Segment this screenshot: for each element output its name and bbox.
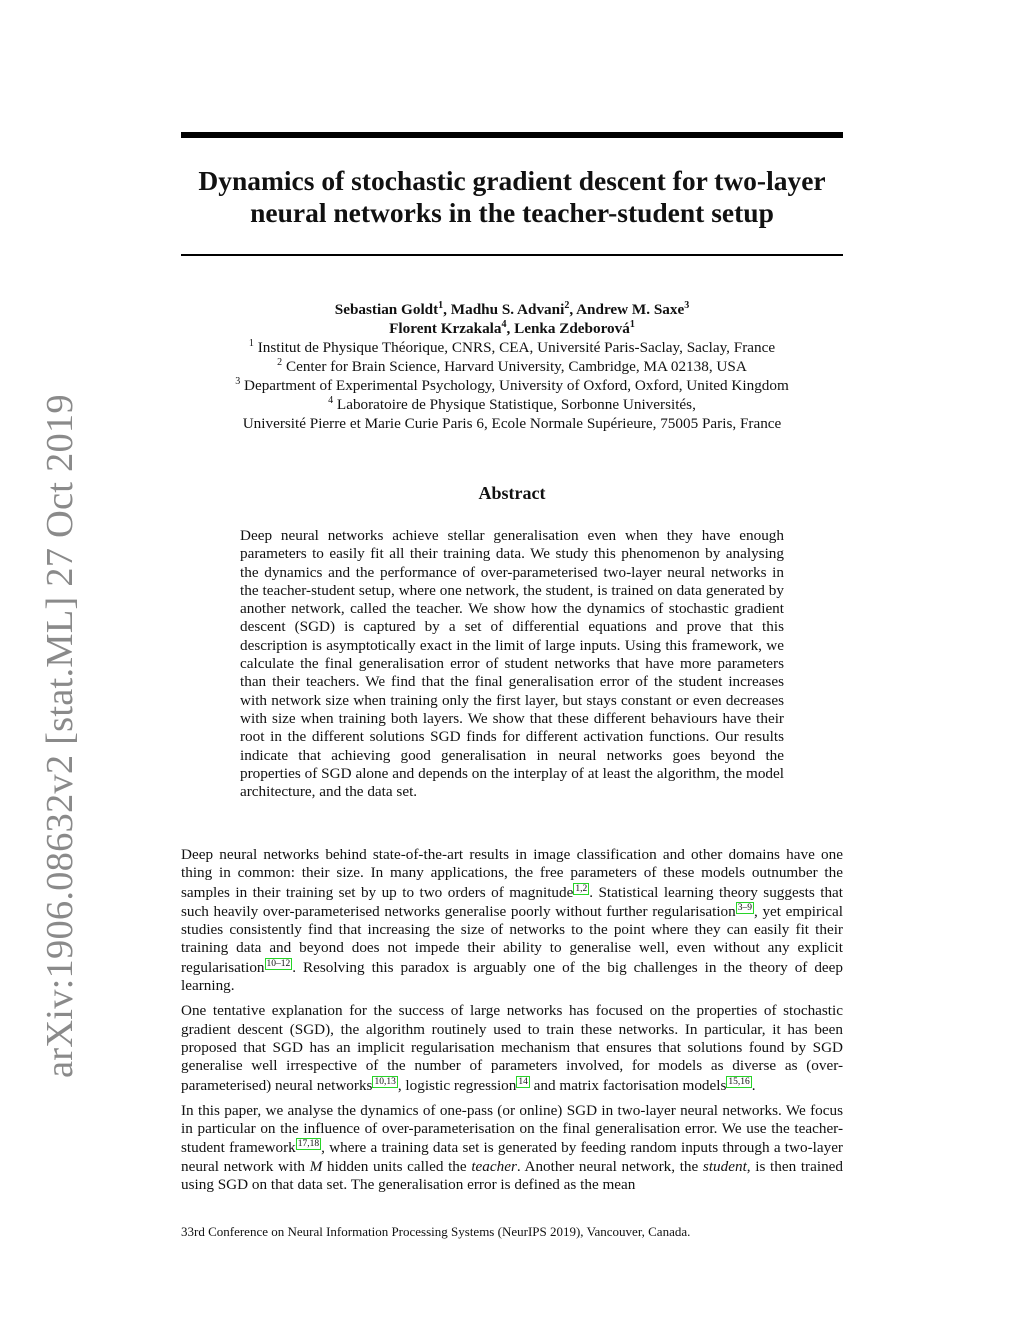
body-paragraph-2 — [181, 1002, 843, 1094]
body-text — [181, 846, 843, 1201]
emphasis-text: student — [702, 1157, 747, 1175]
author-separator: , — [506, 320, 515, 337]
title-line-2: neural networks in the teacher-student setup — [250, 197, 774, 228]
author-affiliation-mark: 1 — [438, 299, 444, 311]
text-run: . Another neural network, the — [516, 1157, 703, 1175]
text-run: and matrix factorisation models — [529, 1076, 727, 1094]
text-run: In this paper, we analyse the dynamics of one-pass (or online) SGD in two-layer neural networks. We focus in particular on the influence of over-parameterisation on the final generalisation error. We use the teacher-student framework — [181, 1101, 843, 1157]
author-name: Sebastian Goldt — [334, 301, 439, 318]
text-run: , logistic regression — [397, 1076, 517, 1094]
affiliation-line — [181, 395, 843, 414]
title-rule-bottom — [181, 254, 843, 256]
citation-link[interactable]: 3–9 — [737, 902, 752, 913]
text-run: , yet empirical studies consistently find that increasing the size of networks to the point where they can easily fit their training data and beyond does not impede their ability to generalise well, even without any explicit regularisation — [181, 902, 843, 976]
text-run: , where a training data set is generated by feeding random inputs through a two-layer neural network with — [181, 1139, 843, 1175]
affiliation-mark: 4 — [328, 394, 334, 406]
affiliation-mark: 3 — [235, 375, 241, 387]
affiliation-text: Institut de Physique Théorique, CNRS, CEA, Université Paris-Saclay, Saclay, France — [253, 339, 776, 356]
affiliation-mark: 1 — [248, 337, 254, 349]
author-affiliation-mark: 3 — [684, 299, 690, 311]
author-name: Madhu S. Advani — [450, 301, 565, 318]
author-affiliation-mark: 1 — [629, 318, 635, 330]
author-affiliation-mark: 4 — [501, 318, 507, 330]
citation-link[interactable]: 10,13 — [374, 1076, 396, 1087]
affiliation-text: Laboratoire de Physique Statistique, Sorbonne Universités, — [333, 396, 696, 413]
affiliation-line — [181, 357, 843, 376]
author-separator: , — [569, 301, 577, 318]
author-block — [181, 300, 843, 433]
arxiv-identifier: arXiv:1906.08632v2 [stat.ML] 27 Oct 2019 — [39, 394, 81, 1078]
author-name: Lenka Zdeborová — [514, 320, 630, 337]
text-run: One tentative explanation for the success of large networks has focused on the properties of stochastic gradient descent (SGD), the algorithm routinely used to train these networks. In particular, it has been proposed that SGD has an implicit regularisation mechanism that ensures that solutions found by SGD generalise well irrespective of the number of parameters involved, for models as diverse as (over-parameterised) neural networks — [181, 1002, 843, 1094]
affiliation-line — [181, 338, 843, 357]
affiliation-mark: 2 — [277, 356, 283, 368]
affiliation-text: Department of Experimental Psychology, University of Oxford, Oxford, United Kingdom — [240, 377, 789, 394]
math-symbol: M — [309, 1157, 323, 1175]
paper-title — [181, 165, 843, 229]
body-paragraph-3 — [181, 1102, 843, 1194]
emphasis-text: teacher — [471, 1157, 517, 1175]
citation-link[interactable]: 14 — [518, 1076, 528, 1087]
author-separator: , — [443, 301, 451, 318]
affiliation-text: Université Pierre et Marie Curie Paris 6, Ecole Normale Supérieure, 75005 Paris, France — [242, 415, 782, 432]
affiliation-line — [181, 414, 843, 433]
conference-footer: 33rd Conference on Neural Information Processing Systems (NeurIPS 2019), Vancouver, Canada. — [181, 1224, 691, 1239]
affiliation-line — [181, 376, 843, 395]
text-run: , is then trained using SGD on that data set. The generalisation error is defined as the mean — [181, 1157, 844, 1194]
author-line-1 — [181, 300, 843, 319]
author-name: Florent Krzakala — [389, 320, 502, 337]
text-run: hidden units called the — [322, 1157, 472, 1175]
affiliation-text: Center for Brain Science, Harvard University, Cambridge, MA 02138, USA — [282, 358, 747, 375]
title-line-1: Dynamics of stochastic gradient descent for two-layer — [198, 165, 826, 196]
author-affiliation-mark: 2 — [564, 299, 570, 311]
abstract-text: Deep neural networks achieve stellar generalisation even when they have enough parameters to easily fit all their training data. We study this phenomenon by analysing the dynamics and the performance of over-parameterised two-layer neural networks in the teacher-student setup, where one network, the student, is trained on data generated by another network, called the teacher. We show how the dynamics of stochastic gradient descent (SGD) is captured by a set of differential equations and prove that this description is asymptotically exact in the limit of large inputs. Using this framework, we calculate the final generalisation error of student networks that have more parameters than their teachers. We find that the final generalisation error of the student increases with network size when training only the first layer, but stays constant or even decreases with size when training both layers. We show that these different behaviours have their root in the different solutions SGD finds for different activation functions. Our results indicate that achieving good generalisation in neural networks goes beyond the properties of SGD alone and depends on the interplay of at least the algorithm, the model architecture, and the data set. — [240, 527, 784, 801]
citation-link[interactable]: 15,16 — [728, 1076, 750, 1087]
text-run: Deep neural networks behind state-of-the-art results in image classification and other domains have one thing in common: their size. In many applications, the free parameters of these models outnumber the samples in their training set by up to two orders of magnitude — [181, 846, 843, 901]
text-run: . Resolving this paradox is arguably one of the big challenges in the theory of deep learning. — [181, 958, 843, 995]
abstract-heading: Abstract — [478, 483, 546, 503]
author-name: Andrew M. Saxe — [576, 301, 685, 318]
text-run: . Statistical learning theory suggests that such heavily over-parameterised networks generalise poorly without further regularisation — [181, 883, 843, 920]
citation-link[interactable]: 1,2 — [575, 883, 588, 894]
title-rule-top — [181, 132, 843, 138]
text-run: . — [751, 1076, 756, 1094]
citation-link[interactable]: 17,18 — [297, 1139, 320, 1150]
body-paragraph-1 — [181, 846, 843, 995]
citation-link[interactable]: 10–12 — [266, 958, 291, 969]
author-line-2 — [181, 319, 843, 338]
